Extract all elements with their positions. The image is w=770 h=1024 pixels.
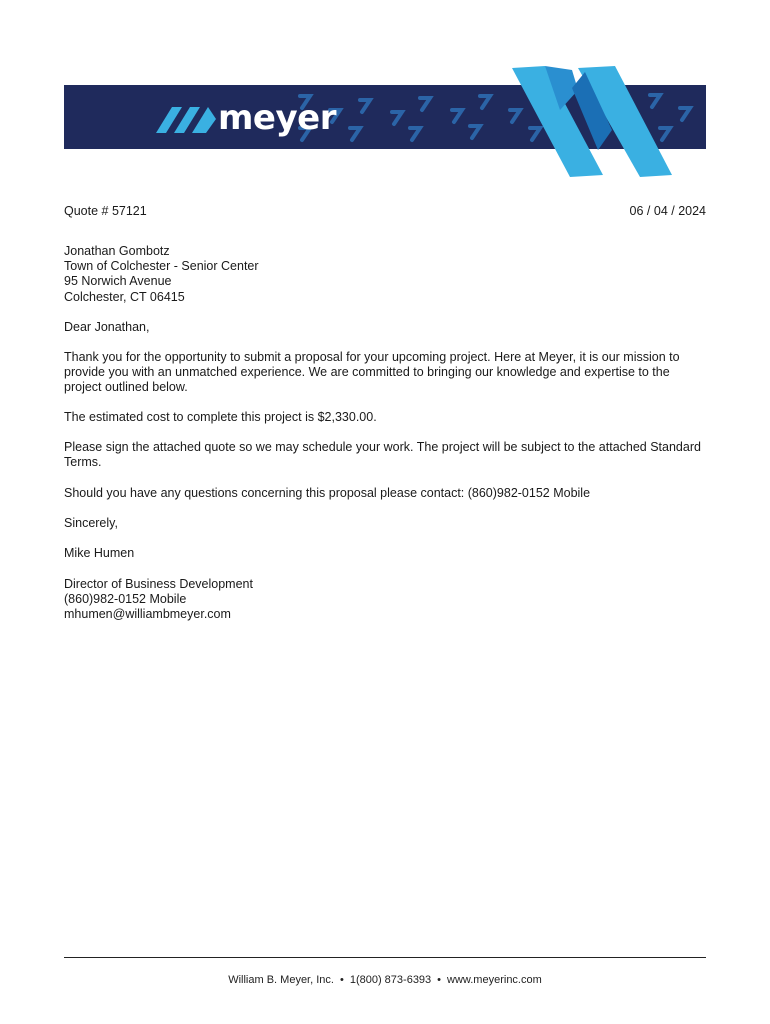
cost-paragraph: The estimated cost to complete this project is $2,330.00. — [64, 410, 377, 424]
signer-title: Director of Business Development — [64, 577, 253, 591]
signer-name: Mike Humen — [64, 546, 135, 560]
footer-separator: • — [437, 974, 442, 986]
recipient-city: Colchester, CT 06415 — [64, 289, 185, 304]
signer-email: mhumen@williambmeyer.com — [64, 607, 231, 622]
closing: Sincerely, — [64, 516, 118, 530]
salutation: Dear Jonathan, — [64, 320, 150, 334]
sign-request-paragraph: Please sign the attached quote so we may schedule your work. The project will be subject to the attached Standard Terms. — [64, 440, 701, 470]
footer-divider — [64, 957, 706, 958]
footer-company: William B. Meyer, Inc. — [228, 974, 334, 986]
signer-phone: (860)982-0152 Mobile — [64, 592, 187, 607]
recipient-name: Jonathan Gombotz — [64, 244, 170, 258]
contact-paragraph: Should you have any questions concerning this proposal please contact: (860)982-0152 Mobile — [64, 486, 591, 500]
footer-phone: 1(800) 873-6393 — [349, 974, 432, 986]
recipient-address — [64, 244, 259, 305]
brand-name: meyer — [218, 98, 336, 138]
signer-block — [64, 577, 253, 623]
recipient-street: 95 Norwich Avenue — [64, 274, 172, 289]
footer — [64, 974, 706, 986]
quote-number: Quote # 57121 — [64, 204, 147, 218]
header-banner — [0, 0, 770, 190]
footer-website: www.meyerinc.com — [447, 974, 542, 986]
quote-date: 06 / 04 / 2024 — [629, 204, 706, 218]
recipient-organization: Town of Colchester - Senior Center — [64, 259, 259, 274]
footer-separator: • — [339, 974, 344, 986]
intro-paragraph: Thank you for the opportunity to submit a proposal for your upcoming project. Here at Meyer, it is our mission to provide you with an unmatched experience. We are committed to bringing our knowledge and expertise to the project outlined below. — [64, 350, 680, 395]
